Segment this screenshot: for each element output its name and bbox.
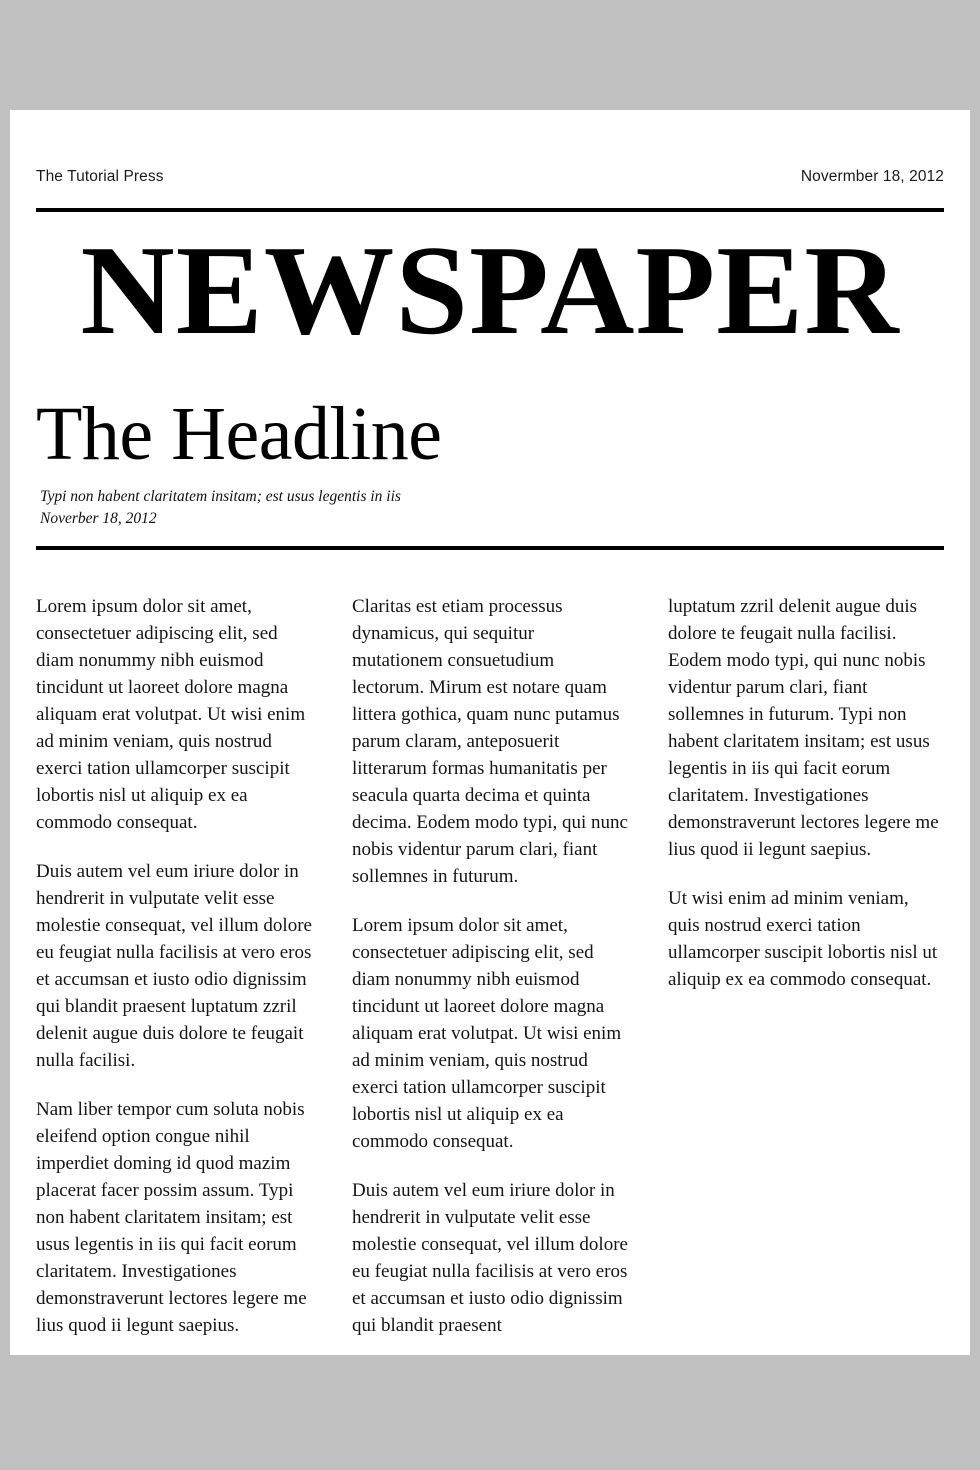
- newspaper-nameplate: NEWSPAPER: [80, 219, 900, 361]
- headline-block: [36, 362, 944, 546]
- page-content: [10, 110, 970, 1355]
- paragraph: Duis autem vel eum iriure dolor in hendrerit in vulputate velit esse molestie consequat, vel illum dolore eu feugiat nulla facilisis at vero eros et accumsan et iusto odio dignissim qui blandit praesent luptatum zzril delenit augue duis dolore te feugait nulla facilisi.: [36, 861, 312, 1071]
- headline-standfirst: [36, 486, 944, 531]
- masthead-date: Novermber 18, 2012: [800, 168, 944, 185]
- standfirst-line-2: Noverber 18, 2012: [40, 509, 157, 527]
- standfirst-line-1: Typi non habent claritatem insitam; est usus legentis in iis: [40, 487, 401, 505]
- article-column-1: [36, 594, 312, 1339]
- page-title: The Headline: [36, 392, 442, 476]
- paragraph: Duis autem vel eum iriure dolor in hendrerit in vulputate velit esse molestie consequat, vel illum dolore eu feugiat nulla facilisis at vero eros et accumsan et iusto odio dignissim qui blandit praesent: [352, 1179, 628, 1336]
- masthead: [36, 110, 944, 208]
- paragraph: Lorem ipsum dolor sit amet, consectetuer adipiscing elit, sed diam nonummy nibh euismod tincidunt ut laoreet dolore magna aliquam erat volutpat. Ut wisi enim ad minim veniam, quis nostrud exerci tation ullamcorper suscipit lobortis nisl ut aliquip ex ea commodo consequat.: [352, 915, 622, 1152]
- paragraph: luptatum zzril delenit augue duis dolore te feugait nulla facilisi. Eodem modo typi, qui nunc nobis videntur parum clari, fiant sollemnes in futurum. Typi non habent claritatem insitam; est usus legentis in iis qui facit eorum claritatem. Investigationes demonstraverunt lectores legere me lius quod ii legunt saepius.: [668, 596, 939, 861]
- paragraph: Ut wisi enim ad minim veniam, quis nostrud exerci tation ullamcorper suscipit lobortis nisl ut aliquip ex ea commodo consequat.: [668, 888, 938, 991]
- paragraph: Nam liber tempor cum soluta nobis eleifend option congue nihil imperdiet doming id quod mazim placerat facer possim assum. Typi non habent claritatem insitam; est usus legentis in iis qui facit eorum claritatem. Investigationes demonstraverunt lectores legere me lius quod ii legunt saepius.: [36, 1098, 307, 1336]
- paragraph: Lorem ipsum dolor sit amet, consectetuer adipiscing elit, sed diam nonummy nibh euismod tincidunt ut laoreet dolore magna aliquam erat volutpat. Ut wisi enim ad minim veniam, quis nostrud exerci tation ullamcorper suscipit lobortis nisl ut aliquip ex ea commodo consequat.: [36, 596, 306, 834]
- article-column-3: [668, 594, 944, 1339]
- article-column-2: [352, 594, 628, 1339]
- paragraph: Claritas est etiam processus dynamicus, qui sequitur mutationem consuetudium lectorum. Mirum est notare quam littera gothica, quam nunc putamus parum claram, anteposuerit litterarum formas humanitatis per seacula quarta decima et quinta decima. Eodem modo typi, qui nunc nobis videntur parum clari, fiant sollemnes in futurum.: [352, 596, 628, 888]
- publication-name: The Tutorial Press: [36, 168, 164, 185]
- article-columns: [36, 550, 944, 1339]
- newspaper-page: [10, 110, 970, 1355]
